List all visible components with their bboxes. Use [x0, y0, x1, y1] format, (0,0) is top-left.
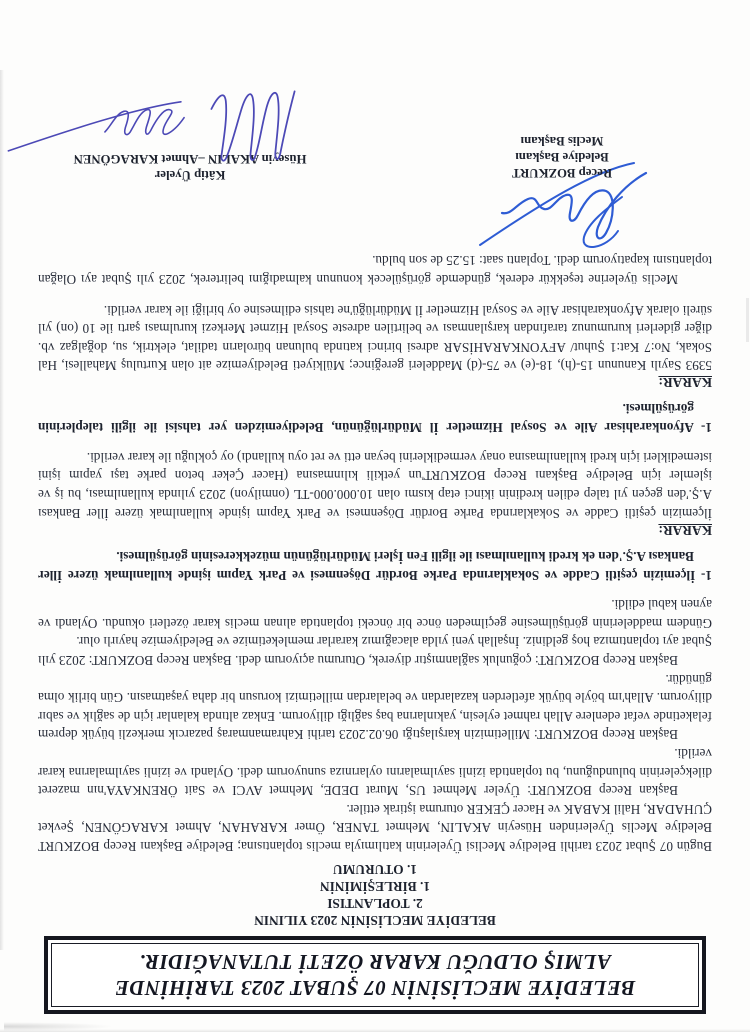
agenda-approval-paragraph: Gündem maddelerinin görüşülmesine geçilmeden önce bir önceki toplantıda alınan meclis karar özetleri okundu. Oylandı ve aynen kabul edildi.	[38, 597, 712, 631]
session-heading-sitting: 1. OTURUMU	[332, 862, 418, 877]
clerks-heading: Kâtip Üyeler	[154, 167, 226, 182]
attendance-paragraph: Bugün 07 Şubat 2023 tarihli Belediye Meclisi Üyelerinin katılımıyla meclis toplantısına; Belediye Başkanı Recep BOZKURT Belediye Meclis Üyelerinden Hüseyin AKALIN, Mehmet TANER, Ömer KARAHAN, Ahmet KARAGÖNEN, Şevket ÇUHADAR, Halil KABAK ve Hacer ÇEKER oturuma iştirak ettiler.	[38, 801, 712, 854]
excused-members-paragraph: Başkan Recep BOZKURT: Üyeler Mehmet US, Murat DEDE, Mehmet AVCI ve Sait ÖRENKAYA'nın mazeret dilekçelerinin bulunduğunu, bu toplantıda izinli sayılmalarını oylarınıza sunuyorum dedi. Oylandı ve izinli sayılmalarına karar verildi.	[38, 746, 712, 799]
earthquake-condolence-paragraph: Başkan Recep BOZKURT: Milletimizin karşılaştığı 06.02.2023 tarihi Kahramanmaraş pazarcık merkezli büyük deprem felaketinde vefat edenlere Allah rahmet eylesin, yakınlarına baş sağlığı diliyorum. Enkaz altında kalanlar için de sağlık ve sabır diliyorum. Allah'ım böyle büyük afetlerden kazalardan ve belalardan milletimizi korusun bir daha yaşatmasın. Gün birlik olma günüdür.	[38, 671, 712, 743]
document-content	[0, 83, 750, 1032]
clerk-signature-1	[180, 81, 310, 165]
closing-paragraph: Meclis üyelerine teşekkür ederek, gündemde görüşülecek konunun kalmadığını belirterek, 2023 yılı Şubat ayı Olağan toplantısını kapatıyorum dedi. Toplantı saat: 15.25 de son buldu.	[38, 253, 712, 287]
session-heading-meeting: 2. TOPLANTISI	[327, 896, 423, 911]
agenda-item-1-title: 1- İlçemizin çeşitli Cadde ve Sokaklarında Parke Bordür Döşenmesi ve Park Yapım işinde kullanılmak üzere İller Bankası A.Ş.'den ek kredi kullanılması ile ilgili Fen İşleri Müdürlüğünün müzekkeresinin görüşülmesi.	[38, 548, 712, 583]
decision-summary-title	[51, 943, 699, 1007]
decision-1-text: İlçemizin çeşitli Cadde ve Sokaklarında Parke Bordür Döşenmesi ve Park Yapım işinde kullanılmak üzere İller Bankası A.Ş.'den geçen yıl talep edilen kredinin ikinci etap kısmı olan 10.000.000-TL (onmilyon) 2023 yılında kullanılması, bu iş ve işlemler için Belediye Başkanı Recep BOZKURT'un yetkili kılınmasına (Hacer Çeker beton parke taşı yapım işini istemedikleri için kredi kullanılmasına onay vermediklerini beyan etti ve ret oyu kullandı) oy çokluğu ile karar verildi.	[38, 449, 712, 521]
signature-area	[38, 83, 712, 243]
session-opening-paragraph: Başkan Recep BOZKURT: çoğunluk sağlanmıştır diyerek, Oturumu açıyorum dedi. Başkan Recep BOZKURT: 2023 yılı Şubat ayı toplantımıza hoş geldiniz. İnşallah yeni yılda alacağımız kararlar memleketimize ve Belediyemize hayırlı olur.	[38, 634, 712, 669]
decision-1-label: KARAR:	[658, 522, 712, 538]
decision-2-text: 5393 Sayılı Kanunun 15-(h), 18-(e) ve 75-(d) Maddeleri gereğince; Mülkiyeti Belediyemize ait olan Kurtuluş Mahallesi, Hal Sokak, No:7 Kat:1 Şuhut/ AFYONKARAHİSAR adresi birinci katında bulunan büroların tadilat, elektrik, su, doğalgaz vb. diğer giderleri kurumunuz tarafından karşılanması ve belirtilen adreste Sosyal Hizmet Merkezi kurulması şartı ile 10 (on) yıl süreli olarak Afyonkarahisar Aile ve Sosyal Hizmetler İl Müdürlüğü'ne tahsis edilmesine oy birliği ile karar verildi.	[38, 302, 712, 374]
clerk-signature-2	[2, 87, 192, 157]
decision-2-label: KARAR:	[658, 375, 712, 391]
clerks-names: Hüseyin AKALIN –Ahmet KARAGÖNEN	[73, 151, 307, 166]
decision-summary-title-box	[44, 936, 706, 1014]
session-heading-assembly: 1. BİRLEŞİMİNİN	[319, 879, 431, 894]
mayor-title-2: Meclis Başkanı	[520, 133, 604, 148]
mayor-title-1: Belediye Başkanı	[515, 149, 609, 164]
title-line-1: BELEDİYE MECLİSİNİN 07 ŞUBAT 2023 TARİHİNDE	[114, 976, 636, 1000]
session-heading-year: BELEDİYE MECLİSİNİN 2023 YILININ	[254, 913, 496, 928]
agenda-item-2-title: 1- Afyonkarahisar Aile ve Sosyal Hizmetler İl Müdürlüğünün, Belediyemizden yer tahsisi ile ilgili taleplerinin görüşülmesi.	[38, 401, 712, 436]
session-heading	[38, 861, 712, 929]
mayor-name: Recep BOZKURT	[511, 165, 613, 180]
title-line-2: ALMIŞ OLDUĞU KARAR ÖZETİ TUTANAĞIDIR.	[139, 950, 611, 974]
mayor-signature-block	[474, 133, 650, 181]
